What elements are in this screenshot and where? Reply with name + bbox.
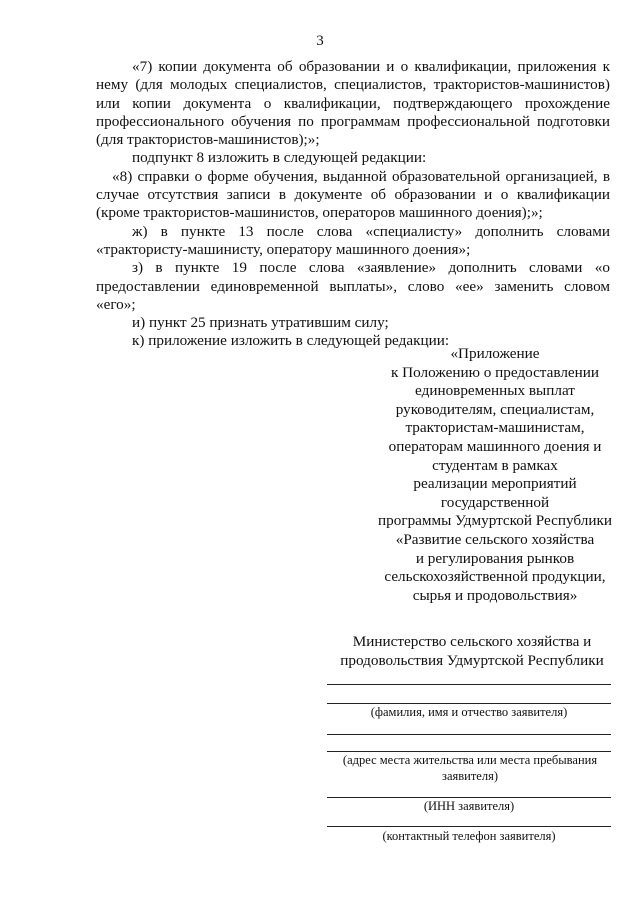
- address-caption-line-2: заявителя): [442, 769, 498, 783]
- address-field-line-1[interactable]: [327, 734, 611, 735]
- inn-field-caption: (ИНН заявителя): [423, 799, 515, 813]
- page-number: 3: [316, 33, 324, 49]
- addressee-line: продовольствия Удмуртской Республики: [340, 652, 604, 669]
- appendix-line: государственной: [440, 493, 550, 511]
- appendix-line: программы Удмуртской Республики: [378, 512, 612, 530]
- appendix-line: к Положению о предоставлении: [390, 363, 600, 381]
- paragraph-item-8: «8) справки о форме обучения, выданной образовательной организацией, в случае отсутствия записи в документе об образовании и о квалификации (кроме трактористов-машинистов, операторов машинного доения);»;: [96, 167, 610, 222]
- appendix-line: единовременных выплат: [415, 382, 575, 400]
- phone-field-caption: (контактный телефон заявителя): [382, 829, 556, 843]
- paragraph-item-k: к) приложение изложить в следующей редакции:: [132, 332, 450, 350]
- address-caption-line-1: (адрес места жительства или места пребывания: [342, 753, 598, 767]
- paragraph-item-i: и) пункт 25 признать утратившим силу;: [132, 314, 389, 332]
- phone-field-line[interactable]: [327, 826, 611, 827]
- paragraph-item-7: «7) копии документа об образовании и о квалификации, приложения к нему (для молодых специалистов, специалистов, трактористов-машинистов) или копии документа о квалификации, подтверждающего прохождение профессионального обучения по программам профессиональной подготовки (для трактористов-машинистов);»;: [96, 58, 610, 149]
- appendix-line: трактористам-машинистам,: [405, 419, 585, 437]
- appendix-line: реализации мероприятий: [413, 475, 577, 493]
- name-field-caption: (фамилия, имя и отчество заявителя): [370, 705, 568, 719]
- appendix-line: руководителям, специалистам,: [395, 400, 595, 418]
- appendix-line: сырья и продовольствия»: [412, 586, 578, 604]
- addressee-line: Министерство сельского хозяйства и: [352, 633, 592, 650]
- appendix-heading: [340, 345, 640, 605]
- appendix-line: студентам в рамках: [432, 456, 558, 474]
- appendix-line: и регулирования рынков: [415, 549, 575, 567]
- appendix-line: «Приложение: [450, 345, 540, 362]
- paragraph-item-z: з) в пункте 19 после слова «заявление» дополнить словами «о предоставлении единовременной выплаты», слово «ее» заменить словом «его»;: [96, 259, 610, 313]
- name-field-line-1[interactable]: [327, 684, 611, 685]
- appendix-line: операторам машинного доения и: [388, 437, 602, 455]
- paragraph-subitem-8-intro: подпункт 8 изложить в следующей редакции:: [132, 149, 427, 167]
- addressee-block: [322, 632, 622, 670]
- appendix-line: «Развитие сельского хозяйства: [395, 530, 595, 548]
- amendment-text: [96, 58, 610, 351]
- paragraph-item-zh: ж) в пункте 13 после слова «специалисту» дополнить словами «трактористу-машинисту, оператору машинного доения»;: [96, 222, 610, 258]
- address-field-caption: [322, 752, 618, 784]
- appendix-line: сельскохозяйственной продукции,: [384, 568, 606, 586]
